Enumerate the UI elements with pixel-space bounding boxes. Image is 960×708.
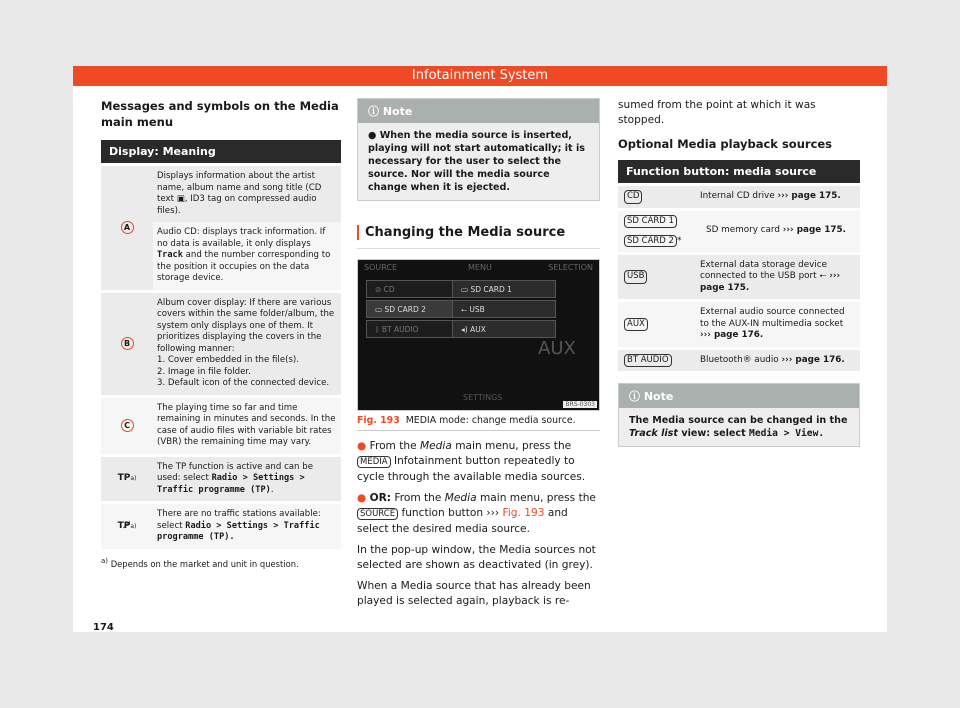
table-row: AUX External audio source connected to the AUX-IN multimedia socket ››› page 176.: [618, 302, 860, 347]
cell-text: The TP function is active and can be used: select Radio > Settings > Traffic programme (TP).: [157, 461, 313, 495]
tp-off-icon: TP̸ a): [117, 520, 137, 531]
source-aux: ◂) AUX: [452, 320, 556, 338]
table-row: CD Internal CD drive ››› page 175.: [618, 186, 860, 208]
info-icon: ⓘ: [368, 105, 379, 118]
tp-icon: TP a): [117, 473, 137, 483]
source-key: SOURCE: [357, 508, 398, 520]
source-sd1: ▭ SD CARD 1: [452, 280, 556, 298]
callout-b: B: [121, 337, 134, 350]
note-box: ⓘ Note The Media source can be changed in the Track list view: select Media > View.: [618, 383, 860, 447]
section-heading: Optional Media playback sources: [618, 137, 833, 151]
source-bt: ᛒ BT AUDIO: [366, 320, 470, 338]
cell-text: Displays information about the artist name, album name and song title (CD text ▣, ID3 tag on compressed audio files).: [157, 171, 322, 216]
table-row: [101, 166, 341, 290]
callout-c: C: [121, 419, 134, 432]
figure-screen: SOURCE MENU SELECTION ⊘ CD ▭ SD CARD 1 ▭ SD CARD 2 ⭠ USB ᛒ BT AUDIO ◂) AUX AUX SETTINGS BRS-0303: [357, 259, 600, 411]
page-header: Infotainment System: [73, 66, 887, 86]
page-number: 174: [93, 622, 114, 633]
table-row: [101, 504, 341, 549]
paragraph: ● OR: From the Media main menu, press the SOURCE function button ››› Fig. 193 and select the desired media source.: [357, 492, 596, 535]
column-1: [101, 98, 341, 568]
table-header: Display: Meaning: [101, 140, 341, 163]
info-icon: ⓘ: [629, 390, 640, 403]
cell-text: Audio CD: displays track information. If no data is available, it only displays Track and the number corresponding to the position it occupies on the data storage device.: [153, 222, 341, 290]
table-row: SD CARD 1 SD CARD 2 * SD memory card ››› page 175.: [618, 211, 860, 252]
cell-text: Album cover display: If there are various covers within the same folder/album, the system only displays one of them. It prioritizes displaying the covers in the following manner: 1. Cover embedded in the file(s). 2. Image in file folder. 3. Default icon of the connected device.: [157, 297, 335, 388]
media-key: MEDIA: [357, 456, 391, 468]
footnote: $^{a)}$ Depends on the market and unit in question.: [101, 556, 299, 569]
table-row: USB External data storage device connected to the USB port ⭠ ››› page 175.: [618, 255, 860, 300]
source-cd: ⊘ CD: [366, 280, 470, 298]
figure-caption: Fig. 193 MEDIA mode: change media source.: [357, 411, 600, 431]
source-usb: ⭠ USB: [452, 300, 556, 318]
fig-link[interactable]: Fig. 193: [502, 507, 545, 519]
table-row: [101, 398, 341, 454]
table-row: [101, 457, 341, 502]
cell-text: The playing time so far and time remaining in minutes and seconds. In the case of audio files with variable bit rates (VBR) the remaining time may vary.: [157, 402, 336, 447]
paragraph: sumed from the point at which it was stopped.: [618, 99, 816, 126]
section-title: Changing the Media source: [357, 225, 600, 249]
table-row: [101, 293, 341, 395]
paragraph: ● From the Media main menu, press the MEDIA Infotainment button repeatedly to cycle through the available media sources.: [357, 440, 586, 483]
table-row: BT AUDIO Bluetooth® audio ››› page 176.: [618, 350, 860, 372]
paragraph: When a Media source that has already been played is selected again, playback is re-: [357, 580, 591, 607]
source-sd2: ▭ SD CARD 2: [366, 300, 470, 318]
cell-text: There are no traffic stations available: select Radio > Settings > Traffic programme (TP).: [157, 509, 321, 542]
column-3: [618, 98, 860, 447]
callout-a: A: [121, 221, 134, 234]
section-heading: Messages and symbols on the Media main menu: [101, 99, 339, 129]
note-box: ⓘ Note ● When the media source is inserted, playing will not start automatically; it is necessary for the user to select the source. Nor will the media source change when it is ejected.: [357, 98, 600, 201]
column-2: [357, 98, 600, 615]
paragraph: In the pop-up window, the Media sources not selected are shown as deactivated (in grey).: [357, 544, 596, 571]
table-header: Function button: media source: [618, 160, 860, 183]
